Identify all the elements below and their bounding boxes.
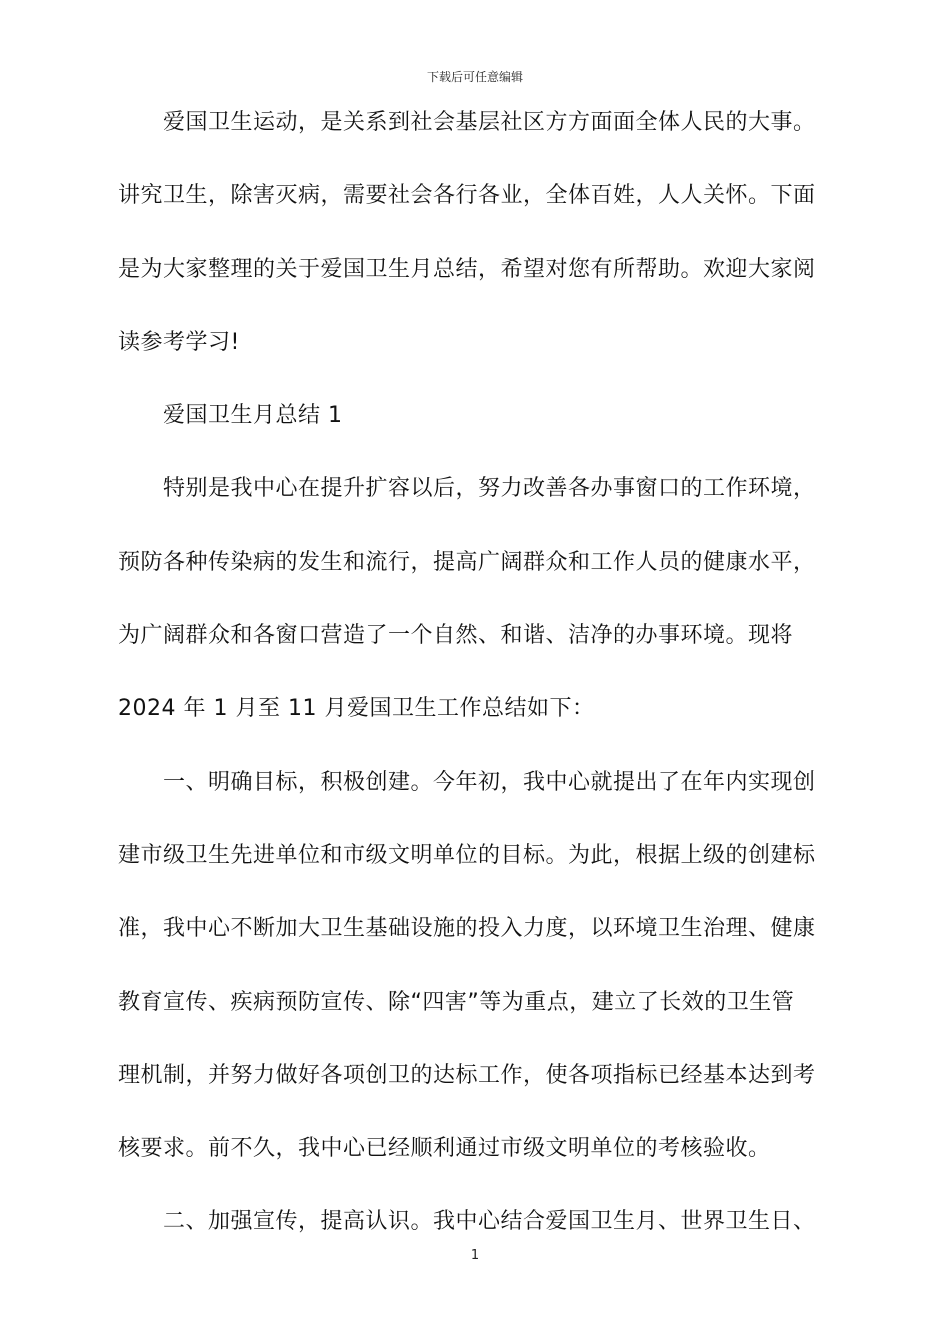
paragraph-item-one-line-6: 核要求。前不久，我中心已经顺利通过市级文明单位的考核验收。 <box>118 1136 771 1162</box>
document-body <box>118 100 818 1273</box>
paragraph-intro-line-1: 爱国卫生运动，是关系到社会基层社区方方面面全体人民的大事。 <box>163 110 816 135</box>
paragraph-overview-line-4: 2024 年 1 月至 11 月爱国卫生工作总结如下： <box>118 696 595 722</box>
paragraph-item-one-line-4: 教育宣传、疾病预防宣传、除“四害”等为重点，建立了长效的卫生管 <box>118 989 795 1015</box>
paragraph-item-one-line-2: 建市级卫生先进单位和市级文明单位的目标。为此，根据上级的创建标 <box>118 842 816 868</box>
paragraph-intro-line-3: 是为大家整理的关于爱国卫生月总结，希望对您有所帮助。欢迎大家阅 <box>118 256 816 282</box>
page-number: 1 <box>470 1248 480 1263</box>
paragraph-item-two-line-1: 二、加强宣传，提高认识。我中心结合爱国卫生月、世界卫生日、 <box>163 1209 816 1235</box>
paragraph-item-one-line-3: 准，我中心不断加大卫生基础设施的投入力度，以环境卫生治理、健康 <box>118 916 816 942</box>
paragraph-overview-line-3: 为广阔群众和各窗口营造了一个自然、和谐、洁净的办事环境。现将 <box>118 623 794 649</box>
section-heading: 爱国卫生月总结 1 <box>163 403 343 429</box>
paragraph-overview-line-2: 预防各种传染病的发生和流行，提高广阔群众和工作人员的健康水平， <box>118 549 816 575</box>
paragraph-intro-line-2: 讲究卫生，除害灭病，需要社会各行各业，全体百姓，人人关怀。下面 <box>118 183 816 209</box>
paragraph-intro-line-4: 读参考学习! <box>118 329 240 355</box>
paragraph-item-one-line-1: 一、明确目标，积极创建。今年初，我中心就提出了在年内实现创 <box>163 769 816 795</box>
paragraph-overview-line-1: 特别是我中心在提升扩容以后，努力改善各办事窗口的工作环境， <box>163 476 816 502</box>
page-header-note: 下载后可任意编辑 <box>426 70 523 84</box>
paragraph-item-one-line-5: 理机制，并努力做好各项创卫的达标工作，使各项指标已经基本达到考 <box>118 1062 816 1088</box>
